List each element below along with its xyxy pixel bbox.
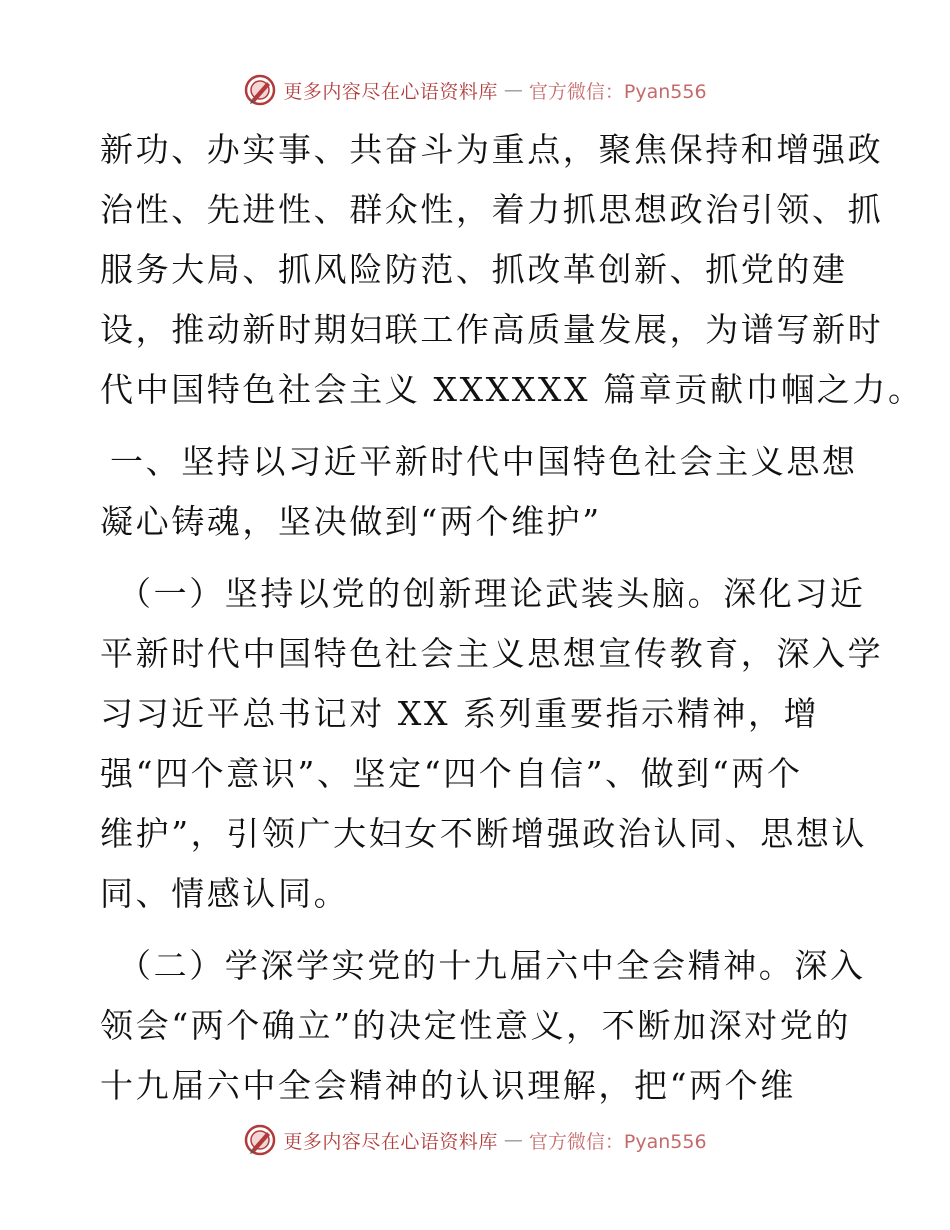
- text-line: （二）学深学实党的十九届六中全会精神。深入: [118, 946, 866, 985]
- text-line: （一）坚持以党的创新理论武装头脑。深化习近: [118, 574, 866, 613]
- paragraph-item-2: [100, 936, 866, 1116]
- text-line: 新功、办实事、共奋斗为重点，聚焦保持和增强政: [100, 130, 884, 169]
- text-line: 代中国特色社会主义 XXXXXX 篇章贡献巾帼之力。: [100, 370, 924, 409]
- text-line: 维护”，引领广大妇女不断增强政治认同、思想认: [100, 814, 868, 853]
- pen-logo-icon: [243, 73, 277, 107]
- text-line: 十九届六中全会精神的认识理解，把“两个维: [100, 1066, 796, 1105]
- heading-line: 凝心铸魂，坚决做到“两个维护”: [100, 502, 602, 541]
- text-line: 领会“两个确立”的决定性意义，不断加深对党的: [100, 1006, 851, 1045]
- text-line: 平新时代中国特色社会主义思想宣传教育，深入学: [100, 634, 884, 673]
- header-watermark: [0, 73, 950, 107]
- watermark-text: 更多内容尽在心语资料库: [283, 80, 498, 103]
- text-line: 治性、先进性、群众性，着力抓思想政治引领、抓: [100, 190, 884, 229]
- watermark-contact: 官方微信：Pyan556: [528, 1130, 707, 1153]
- watermark-text: 更多内容尽在心语资料库: [283, 1130, 498, 1153]
- section-heading-1: [100, 432, 860, 552]
- text-line: 服务大局、抓风险防范、抓改革创新、抓党的建: [100, 250, 848, 289]
- text-line: 设，推动新时期妇联工作高质量发展，为谱写新时: [100, 310, 884, 349]
- watermark-separator: —: [503, 1129, 523, 1151]
- paragraph-item-1: [100, 564, 884, 924]
- text-line: 习习近平总书记对 XX 系列重要指示精神，增: [100, 694, 820, 733]
- watermark-separator: —: [503, 79, 523, 101]
- pen-logo-icon: [243, 1123, 277, 1157]
- text-line: 同、情感认同。: [100, 874, 350, 913]
- heading-line: 一、坚持以习近平新时代中国特色社会主义思想: [110, 442, 858, 481]
- footer-watermark: [0, 1123, 950, 1157]
- text-line: 强“四个意识”、坚定“四个自信”、做到“两个: [100, 754, 803, 793]
- document-body: [100, 120, 924, 1116]
- intro-paragraph: [100, 120, 924, 420]
- watermark-contact: 官方微信：Pyan556: [528, 80, 707, 103]
